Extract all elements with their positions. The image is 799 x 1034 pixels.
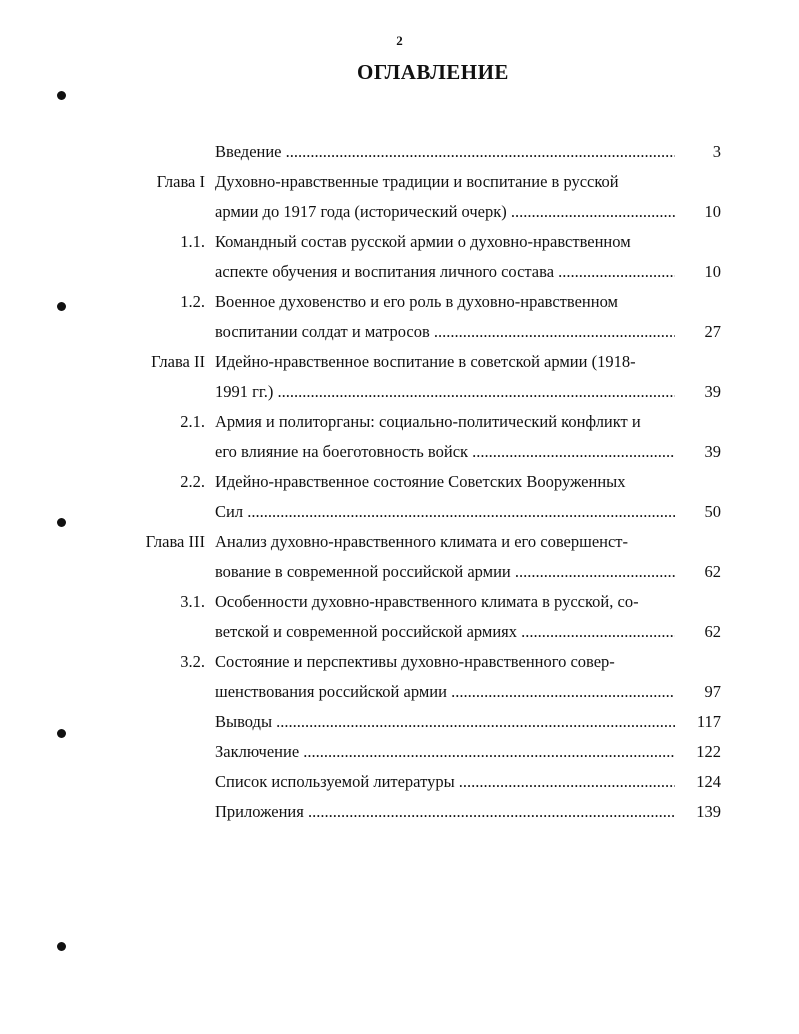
toc-entry-label: 2.1. bbox=[180, 412, 205, 431]
binder-hole-4 bbox=[57, 729, 66, 738]
toc-entry-text: Список используемой литературы ..... bbox=[215, 767, 675, 797]
toc-entry-line bbox=[0, 287, 799, 317]
toc-entry-label: 1.2. bbox=[180, 292, 205, 311]
toc-entry-line bbox=[0, 737, 799, 767]
toc-entry-text: вование в современной российской армии ..... bbox=[215, 557, 675, 587]
toc-entry-line bbox=[0, 137, 799, 167]
toc-entry-text: Состояние и перспективы духовно-нравственного совер- bbox=[215, 652, 615, 671]
toc-entry-line bbox=[0, 257, 799, 287]
toc-entry-text: Заключение ..... bbox=[215, 737, 675, 767]
binder-hole-2 bbox=[57, 302, 66, 311]
toc-entry-label: 3.2. bbox=[180, 652, 205, 671]
toc-entry-label: Глава II bbox=[151, 352, 205, 371]
toc-entry-page: 62 bbox=[704, 562, 721, 581]
toc-entry-text: Сил ..... bbox=[215, 497, 675, 527]
binder-hole-1 bbox=[57, 91, 66, 100]
toc-entry-text: Армия и политорганы: социально-политический конфликт и bbox=[215, 412, 641, 431]
toc-entry-text: Приложения ..... bbox=[215, 797, 675, 827]
toc-entry-line bbox=[0, 227, 799, 257]
toc-entry-text: Командный состав русской армии о духовно-нравственном bbox=[215, 232, 631, 251]
toc-entry-text: воспитании солдат и матросов ..... bbox=[215, 317, 675, 347]
toc-entry-text: Анализ духовно-нравственного климата и его совершенст- bbox=[215, 532, 628, 551]
binder-hole-3 bbox=[57, 518, 66, 527]
toc-entry-line bbox=[0, 587, 799, 617]
toc-entry-page: 27 bbox=[704, 322, 721, 341]
toc-entry-text: армии до 1917 года (исторический очерк) ..... bbox=[215, 197, 675, 227]
toc-entry-line bbox=[0, 377, 799, 407]
toc-entry-page: 62 bbox=[704, 622, 721, 641]
toc-entry-label: 3.1. bbox=[180, 592, 205, 611]
toc-entry-line bbox=[0, 407, 799, 437]
toc-entry-text: Идейно-нравственное состояние Советских Вооруженных bbox=[215, 472, 626, 491]
page-title: ОГЛАВЛЕНИЕ bbox=[357, 60, 509, 84]
toc-entry-line bbox=[0, 677, 799, 707]
toc-entry-text: Духовно-нравственные традиции и воспитание в русской bbox=[215, 172, 619, 191]
toc-entry-text: его влияние на боеготовность войск ..... bbox=[215, 437, 675, 467]
toc-entry-label: Глава I bbox=[156, 172, 205, 191]
toc-entry-line bbox=[0, 437, 799, 467]
toc-entry-line bbox=[0, 797, 799, 827]
toc-entry-label: Глава III bbox=[145, 532, 205, 551]
toc-entry-page: 39 bbox=[704, 442, 721, 461]
toc-entry-label: 1.1. bbox=[180, 232, 205, 251]
toc-entry-page: 122 bbox=[696, 742, 721, 761]
toc-entry-text: Военное духовенство и его роль в духовно-нравственном bbox=[215, 292, 618, 311]
toc-entry-text: шенствования российской армии ..... bbox=[215, 677, 675, 707]
toc-entry-page: 10 bbox=[704, 202, 721, 221]
toc-entry-page: 139 bbox=[696, 802, 721, 821]
toc-entry-line bbox=[0, 347, 799, 377]
toc-entry-page: 10 bbox=[704, 262, 721, 281]
toc-entry-line bbox=[0, 527, 799, 557]
toc-entry-line bbox=[0, 767, 799, 797]
toc-entry-line bbox=[0, 617, 799, 647]
toc-entry-page: 50 bbox=[704, 502, 721, 521]
toc-entry-page: 39 bbox=[704, 382, 721, 401]
toc-entry-text: 1991 гг.) ..... bbox=[215, 377, 675, 407]
page-number: 2 bbox=[396, 33, 403, 48]
toc-entry-page: 3 bbox=[712, 142, 721, 161]
toc-entry-text: Выводы ..... bbox=[215, 707, 675, 737]
toc-entry-text: аспекте обучения и воспитания личного состава ..... bbox=[215, 257, 675, 287]
toc-entry-text: ветской и современной российской армиях ..... bbox=[215, 617, 675, 647]
toc-entry-line bbox=[0, 197, 799, 227]
toc-entry-line bbox=[0, 707, 799, 737]
toc-entry-line bbox=[0, 317, 799, 347]
toc-entry-line bbox=[0, 497, 799, 527]
toc-entry-page: 97 bbox=[704, 682, 721, 701]
toc-entry-line bbox=[0, 167, 799, 197]
toc-entry-line bbox=[0, 557, 799, 587]
toc-entry-page: 124 bbox=[696, 772, 721, 791]
toc-entry-page: 117 bbox=[696, 712, 721, 731]
toc-entry-line bbox=[0, 467, 799, 497]
toc-entry-line bbox=[0, 647, 799, 677]
toc-entry-text: Введение ..... bbox=[215, 137, 675, 167]
toc-entry-label: 2.2. bbox=[180, 472, 205, 491]
table-of-contents bbox=[0, 137, 799, 827]
binder-hole-5 bbox=[57, 942, 66, 951]
toc-entry-text: Идейно-нравственное воспитание в советской армии (1918- bbox=[215, 352, 636, 371]
toc-entry-text: Особенности духовно-нравственного климата в русской, со- bbox=[215, 592, 639, 611]
